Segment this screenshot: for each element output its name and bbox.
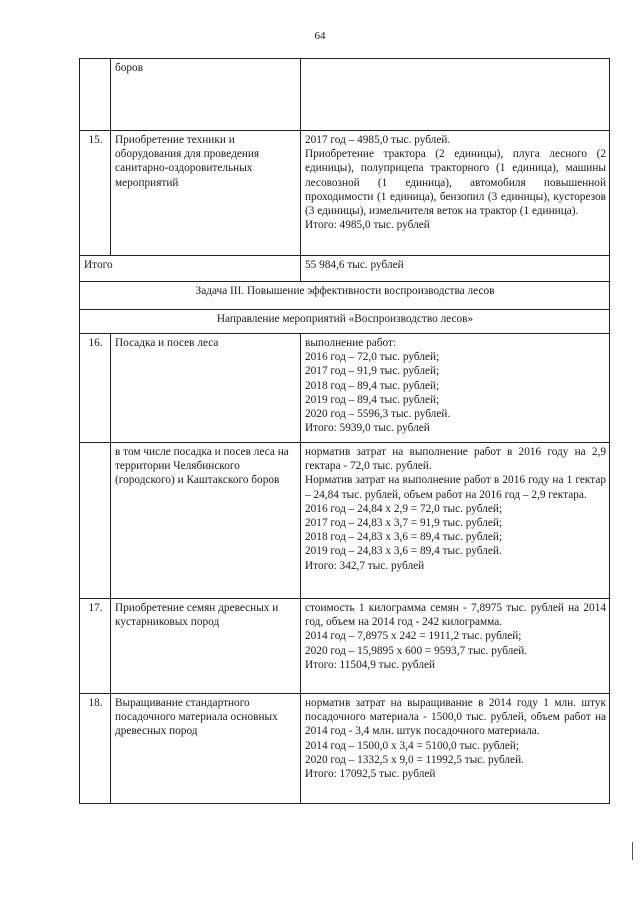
- desc-line: Итого: 5939,0 тыс. рублей: [305, 422, 430, 435]
- desc-line: 2020 год – 5596,3 тыс. рублей.: [305, 408, 451, 421]
- row-number-cell: [80, 443, 111, 599]
- page-number: 64: [314, 30, 326, 42]
- desc-line: 2014 год – 7,8975 x 242 = 1911,2 тыс. рублей;: [305, 630, 522, 643]
- task-heading: Задача III. Повышение эффективности воспроизводства лесов: [80, 282, 610, 310]
- row-name-cell: Посадка и посев леса: [111, 334, 301, 443]
- desc-line: 2017 год – 4985,0 тыс. рублей.: [305, 134, 451, 146]
- desc-line: Приобретение трактора (2 единицы), плуга лесного (2 единицы), полуприцепа тракторного (1 единица), машины лесовозной (1 единица), автомобиля повышенной проходимости (1 единица), бензопил (3 единицы), кусторезов (3 единицы), измельчителя веток на трактор (1 единица).: [305, 148, 606, 218]
- desc-line: 2014 год – 1500,0 x 3,4 = 5100,0 тыс. рублей;: [305, 739, 520, 752]
- table-row-continuation: [80, 59, 610, 131]
- measures-table: [79, 58, 610, 804]
- desc-line: 2017 год – 24,83 x 3,7 = 91,9 тыс. рублей;: [305, 517, 503, 530]
- row-desc-cell: [301, 334, 610, 443]
- row-name-cell: боров: [111, 59, 301, 131]
- desc-line: 2019 год – 89,4 тыс. рублей;: [305, 393, 440, 406]
- row-number-cell: 18.: [80, 694, 111, 804]
- table-row-18: [80, 694, 610, 804]
- table-row-task-heading: [80, 282, 610, 310]
- row-number-cell: [80, 59, 111, 131]
- row-desc-cell: [301, 694, 610, 804]
- row-number-cell: 15.: [80, 131, 111, 256]
- table-row-direction-heading: [80, 310, 610, 334]
- desc-line: норматив затрат на выращивание в 2014 году 1 млн. штук посадочного материала - 1500,0 тыс. рублей, объем работ на 2014 год - 3,4 млн. штук посадочного материала.: [305, 697, 606, 738]
- desc-line: 2020 год – 1332,5 x 9,0 = 11992,5 тыс. рублей.: [305, 753, 524, 766]
- row-name-cell: Приобретение техники и оборудования для проведения санитарно-оздоровительных мероприятий: [111, 131, 301, 256]
- desc-line: 2016 год – 24,84 x 2,9 = 72,0 тыс. рублей;: [305, 502, 503, 515]
- scan-mark: [632, 842, 633, 860]
- desc-line: 2020 год – 15,9895 x 600 = 9593,7 тыс. рублей.: [305, 644, 528, 657]
- table-row-total: [80, 256, 610, 282]
- desc-line: 2018 год – 89,4 тыс. рублей;: [305, 379, 440, 392]
- desc-line: Итого: 11504,9 тыс. рублей: [305, 658, 436, 671]
- desc-line: Норматив затрат на выполнение работ в 2016 году на 1 гектар – 24,84 тыс. рублей, объем работ на 2016 год – 2,9 гектара.: [305, 474, 606, 501]
- row-desc-cell: [301, 443, 610, 599]
- row-desc-cell: [301, 59, 610, 131]
- desc-line: 2018 год – 24,83 x 3,6 = 89,4 тыс. рублей;: [305, 531, 503, 544]
- desc-line: 2017 год – 91,9 тыс. рублей;: [305, 365, 440, 378]
- row-desc-cell: [301, 599, 610, 694]
- table-row-15: [80, 131, 610, 256]
- table-row-17: [80, 599, 610, 694]
- row-number-cell: 16.: [80, 334, 111, 443]
- row-desc-cell: [301, 131, 610, 256]
- desc-line: Итого: 342,7 тыс. рублей: [305, 559, 425, 572]
- table-row-16: [80, 334, 610, 443]
- desc-line: 2019 год – 24,83 x 3,6 = 89,4 тыс. рублей.: [305, 545, 502, 558]
- row-number-cell: 17.: [80, 599, 111, 694]
- row-name-cell: в том числе посадка и посев леса на территории Челябинского (городского) и Каштакского боров: [111, 443, 301, 599]
- desc-line: 2016 год – 72,0 тыс. рублей;: [305, 351, 440, 364]
- row-name-cell: Приобретение семян древесных и кустарниковых пород: [111, 599, 301, 694]
- desc-line: стоимость 1 килограмма семян - 7,8975 тыс. рублей на 2014 год, объем на 2014 год - 242 килограмма.: [305, 602, 606, 629]
- desc-line: Итого: 17092,5 тыс. рублей: [305, 768, 436, 781]
- total-value-cell: 55 984,6 тыс. рублей: [301, 256, 610, 282]
- desc-line: Итого: 4985,0 тыс. рублей: [305, 219, 430, 232]
- total-label-cell: Итого: [80, 256, 301, 282]
- desc-line: норматив затрат на выполнение работ в 2016 году на 2,9 гектара - 72,0 тыс. рублей.: [305, 446, 606, 473]
- direction-heading: Направление мероприятий «Воспроизводство лесов»: [80, 310, 610, 334]
- table-row-16-subitem: [80, 443, 610, 599]
- desc-line: выполнение работ:: [305, 337, 397, 349]
- row-name-cell: Выращивание стандартного посадочного материала основных древесных пород: [111, 694, 301, 804]
